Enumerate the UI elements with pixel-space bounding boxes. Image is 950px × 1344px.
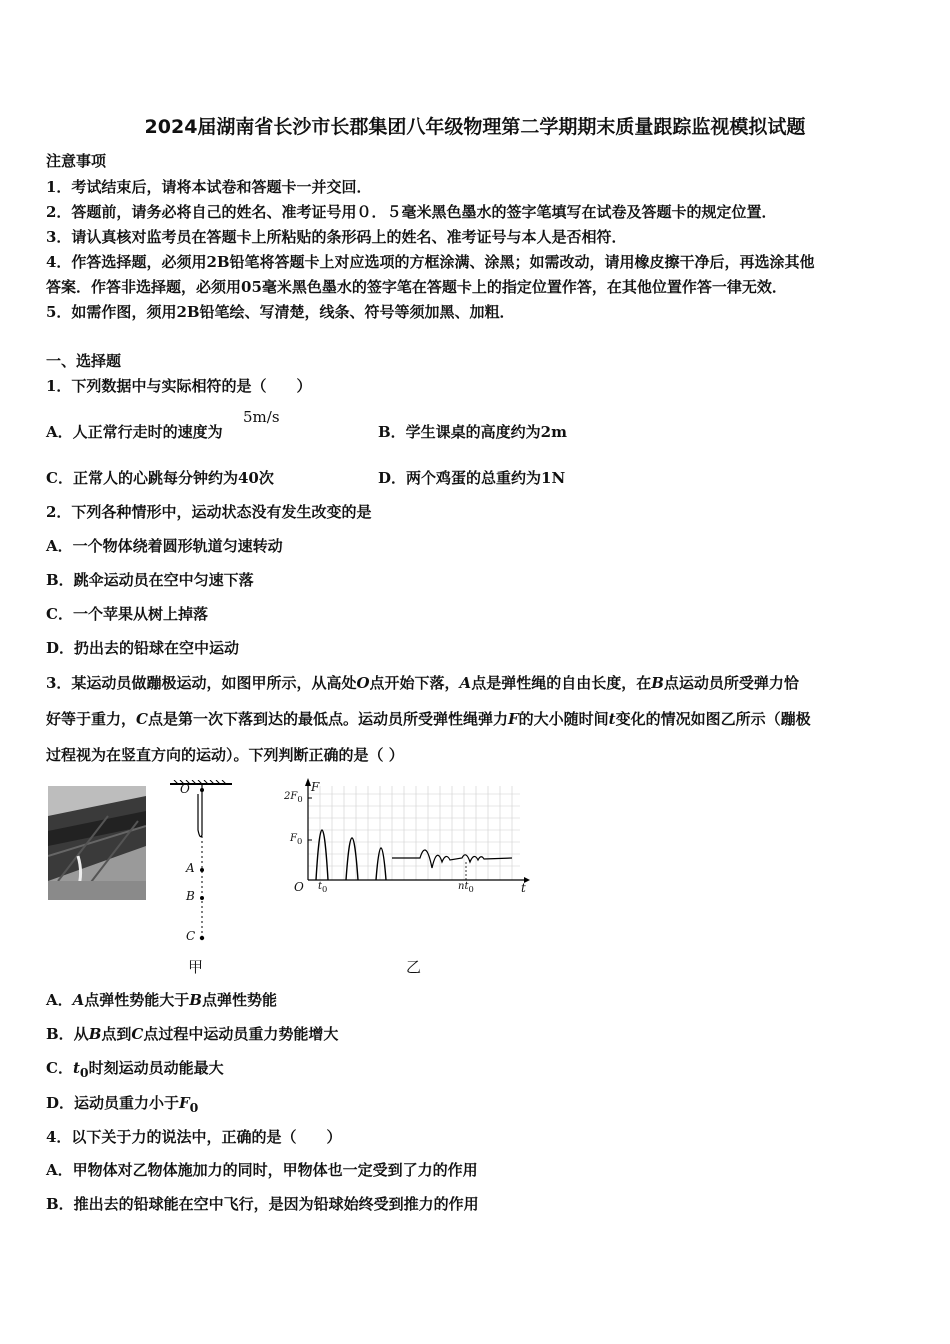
q3-stem-line2	[46, 709, 811, 729]
q3-option-d	[46, 1093, 198, 1118]
q3-point-b: B	[651, 674, 664, 692]
graph-x-t0-sub: 0	[322, 884, 328, 894]
q1-option-b: B．学生课桌的高度约为2m	[378, 423, 567, 441]
graph-x-nt0-sub: 0	[468, 884, 474, 894]
q3-stem-line3: 过程视为在竖直方向的运动）。下列判断正确的是（ ）	[46, 746, 404, 764]
q3-a-post: 点弹性势能	[201, 991, 277, 1009]
figure-jia-label: 甲	[188, 958, 204, 976]
graph-origin-label: O	[294, 880, 304, 894]
q3-d-pre: D．运动员重力小于	[46, 1094, 180, 1112]
note-item-4-cont: 答案．作答非选择题，必须用05毫米黑色墨水的签字笔在答题卡上的指定位置作答，在其他位置作答一律无效．	[46, 278, 787, 296]
q3-stem-line1	[46, 673, 799, 693]
page-title: 2024届湖南省长沙市长郡集团八年级物理第二学期期末质量跟踪监视模拟试题	[144, 116, 806, 138]
q2-option-b: B．跳伞运动员在空中匀速下落	[46, 571, 254, 589]
q3-option-b	[46, 1024, 338, 1044]
graph-x-axis-label: t	[521, 881, 526, 895]
note-item-3: 3．请认真核对监考员在答题卡上所粘贴的条形码上的姓名、准考证号与本人是否相符．	[46, 228, 627, 246]
q3-l2-d: 变化的情况如图乙所示（蹦极	[615, 710, 811, 728]
q3-d-sub: 0	[189, 1100, 199, 1115]
q1-stem: 1．下列数据中与实际相符的是（ ）	[46, 377, 312, 395]
q1-option-a-unit: 5m/s	[243, 408, 280, 426]
graph-y-axis-label: F	[311, 780, 320, 794]
q2-option-c: C．一个苹果从树上掉落	[46, 605, 208, 623]
note-item-4: 4．作答选择题，必须用2B铅笔将答题卡上对应选项的方框涂满、涂黑；如需改动，请用橡皮擦干净后，再选涂其他	[46, 253, 815, 271]
q3-b-pre: B．从	[46, 1025, 89, 1043]
q3-d-f: F	[179, 1094, 190, 1112]
q3-force-f: F	[507, 710, 519, 728]
q3-c-pre: C．	[46, 1059, 73, 1077]
q3-c-post: 时刻运动员动能最大	[88, 1059, 224, 1077]
q3-b-point-b: B	[88, 1025, 102, 1043]
graph-x-nt0-text: nt	[458, 881, 469, 892]
diagram-label-a: A	[186, 861, 195, 875]
q3-l1-a: 3．某运动员做蹦极运动，如图甲所示，从高处	[46, 674, 357, 692]
q3-point-o: O	[356, 674, 370, 692]
q2-stem: 2．下列各种情形中，运动状态没有发生改变的是	[46, 503, 372, 521]
force-time-graph	[280, 776, 530, 896]
graph-y-2f0-label	[284, 791, 303, 804]
q1-option-a: A．人正常行走时的速度为	[46, 423, 223, 441]
q3-a-point-b: B	[189, 991, 202, 1009]
figure-yi-label: 乙	[406, 958, 422, 976]
q3-l1-d: 点运动员所受弹力恰	[663, 674, 799, 692]
q3-b-mid: 点到	[101, 1025, 132, 1043]
q3-option-a	[46, 990, 277, 1010]
q3-a-pre: A．	[46, 991, 73, 1009]
q3-point-c: C	[136, 710, 148, 728]
note-item-5: 5．如需作图，须用2B铅笔绘、写清楚，线条、符号等须加黑、加粗．	[46, 303, 515, 321]
graph-x-t0-text: t	[318, 881, 323, 892]
q3-l2-a: 好等于重力，	[46, 710, 137, 728]
q4-stem: 4．以下关于力的说法中，正确的是（ ）	[46, 1128, 342, 1146]
q3-l1-b: 点开始下落，	[369, 674, 460, 692]
graph-x-nt0-label	[458, 881, 474, 894]
note-item-2: 2．答题前，请务必将自己的姓名、准考证号用０．５毫米黑色墨水的签字笔填写在试卷及答题卡的规定位置．	[46, 203, 777, 221]
graph-y-f0-label	[290, 833, 302, 846]
q3-a-point-a: A	[72, 991, 85, 1009]
q4-option-a: A．甲物体对乙物体施加力的同时，甲物体也一定受到了力的作用	[46, 1161, 478, 1179]
graph-y-2f0-text: 2F	[284, 791, 298, 802]
section-choice-heading: 一、选择题	[46, 352, 122, 370]
bungee-photo	[48, 786, 146, 900]
note-item-1: 1．考试结束后，请将本试卷和答题卡一并交回．	[46, 178, 372, 196]
q3-b-point-c: C	[131, 1025, 144, 1043]
q3-a-mid: 点弹性势能大于	[84, 991, 190, 1009]
q3-l2-b: 点是第一次下落到达的最低点。运动员所受弹性绳弹力	[147, 710, 508, 728]
notes-heading: 注意事项	[46, 152, 107, 170]
q2-option-a: A．一个物体绕着圆形轨道匀速转动	[46, 537, 283, 555]
q1-option-d: D．两个鸡蛋的总重约为1N	[378, 469, 566, 487]
q1-option-c: C．正常人的心跳每分钟约为40次	[46, 469, 274, 487]
q3-point-a: A	[459, 674, 472, 692]
graph-y-f0-sub: 0	[296, 836, 303, 846]
diagram-label-o: O	[180, 782, 190, 796]
q2-option-d: D．扔出去的铅球在空中运动	[46, 639, 240, 657]
graph-x-t0-label	[318, 881, 327, 894]
q3-c-t: t	[72, 1059, 80, 1077]
q4-option-b: B．推出去的铅球能在空中飞行，是因为铅球始终受到推力的作用	[46, 1195, 479, 1213]
q3-option-c	[46, 1058, 224, 1083]
q3-l2-c: 的大小随时间	[518, 710, 609, 728]
diagram-label-b: B	[186, 889, 195, 903]
q3-time-t: t	[608, 710, 616, 728]
graph-y-2f0-sub: 0	[297, 794, 303, 804]
bungee-rope-diagram	[170, 780, 240, 950]
graph-y-f0-text: F	[290, 833, 297, 844]
q3-b-post: 点过程中运动员重力势能增大	[143, 1025, 339, 1043]
diagram-label-c: C	[186, 929, 196, 943]
q3-c-sub: 0	[79, 1065, 89, 1080]
q3-l1-c: 点是弹性绳的自由长度，在	[471, 674, 652, 692]
